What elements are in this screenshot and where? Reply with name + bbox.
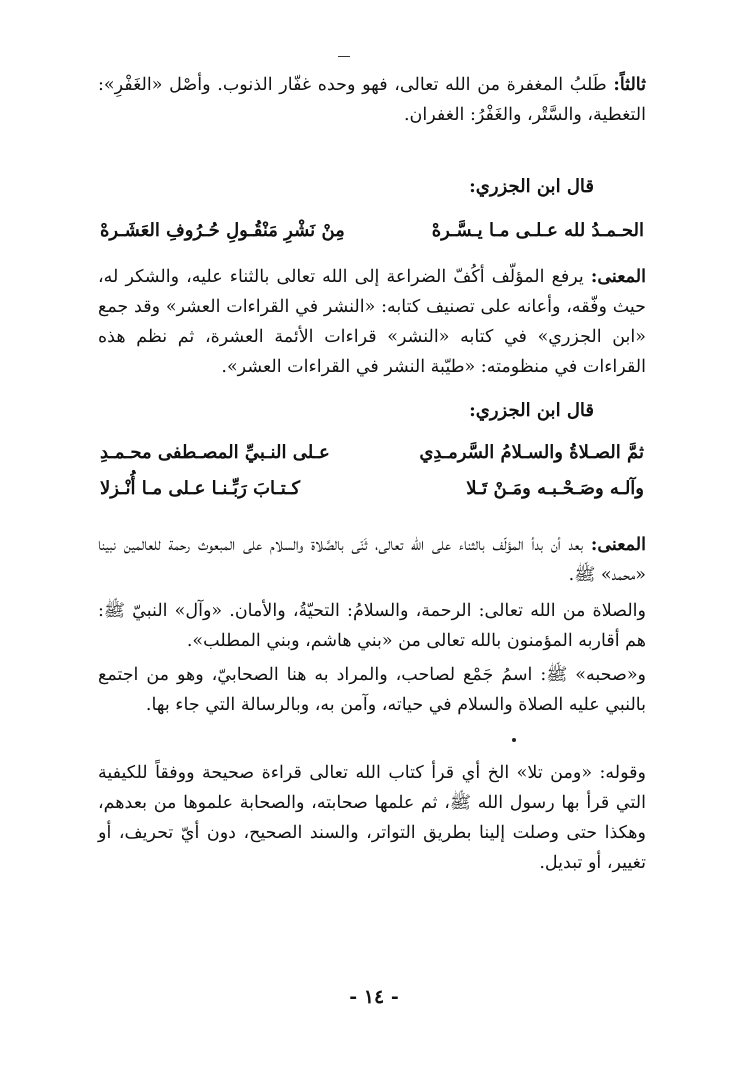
- paragraph-text: طَلبُ المغفرة من الله تعالى، فهو وحده غفّار الذنوب. وأصْل «الغَفْرِ»: التغطية، والسَّتْر، والغَفْرُ: الغفران.: [98, 75, 646, 125]
- verse-second-hemistich: عـلى النـبيِّ المصـطفى محـمـدِ: [100, 442, 330, 463]
- top-dash: [338, 56, 350, 57]
- paragraph-thirdly: [98, 70, 646, 130]
- verse-second-hemistich: كـتـابَ رَبِّـنـا عـلى مـا أُنْـزلا: [100, 478, 301, 499]
- paragraph-recitation: وقوله: «ومن تلا» الخ أي قرأ كتاب الله تعالى قراءة صحيحة ووفقاً للكيفية التي قرأ بها رسول الله ﷺ، ثم علمها صحابته، والصحابة علموها من بعدهم، وهكذا حتى وصلت إلينا بطريق التواتر، والسند الصحيح، دون أيّ تحريف، أو تغيير، أو تبديل.: [98, 763, 646, 873]
- verse-first-hemistich: ثمَّ الصـلاةُ والسـلامُ السَّرمـدِي: [419, 442, 644, 463]
- page-number: - ١٤ -: [349, 986, 399, 1008]
- paragraph-lead: المعنى:: [590, 267, 646, 287]
- paragraph-companions: و«صحبه» ﷺ: اسمُ جَمْع لصاحب، والمراد به هنا الصحابيّ، وهو من اجتمع بالنبي عليه الصلاة والسلام في حياته، وآمن به، وبالرسالة التي جاء بها.: [98, 665, 646, 715]
- verse-line: [100, 220, 644, 252]
- ink-dot: [512, 738, 516, 742]
- section-heading: قال ابن الجزري:: [469, 400, 594, 421]
- verse-first-hemistich: وآلـه وصَـحْـبـه ومَـنْ تَـلا: [466, 478, 644, 499]
- paragraph-lead: ثالثاً:: [613, 75, 646, 95]
- paragraph-lead: المعنى:: [590, 535, 646, 555]
- paragraph-meaning: [98, 530, 646, 590]
- paragraph-meaning: [98, 262, 646, 382]
- section-heading: قال ابن الجزري:: [469, 176, 594, 197]
- paragraph-prayer: والصلاة من الله تعالى: الرحمة، والسلامُ: التحيّةُ، والأمان. «وآل» النبيّ ﷺ: هم أقاربه المؤمنون بالله تعالى من «بني هاشم، وبني المطلب».: [98, 601, 646, 651]
- verse-line: [100, 478, 644, 510]
- paragraph-text: يرفع المؤلّف أكُفّ الضراعة إلى الله تعالى بالثناء عليه، والشكر له، حيث وفّقه، وأعانه على تصنيف كتابه: «النشر في القراءات العشر» وقد جمع «ابن الجزري» في كتابه «النشر» قراءات الأئمة العشرة، ثم نظم هذه القراءات في منظومته: «طيّبة النشر في القراءات العشر».: [98, 267, 646, 377]
- paragraph-text: بعد أن بدأ المؤلّف بالثناء على الله تعالى، ثَنّى بالصَّلاة والسلام على المبعوث رحمة للعالمين نبينا «محمد» ﷺ.: [98, 535, 646, 585]
- verse-first-hemistich: الحـمـدُ لله عـلـى مـا يـسَّـرهْ: [431, 220, 644, 241]
- verse-line: [100, 442, 644, 474]
- verse-second-hemistich: مِنْ نَشْرِ مَنْقُـولِ حُـرُوفِ العَشَـرهْ: [100, 220, 345, 241]
